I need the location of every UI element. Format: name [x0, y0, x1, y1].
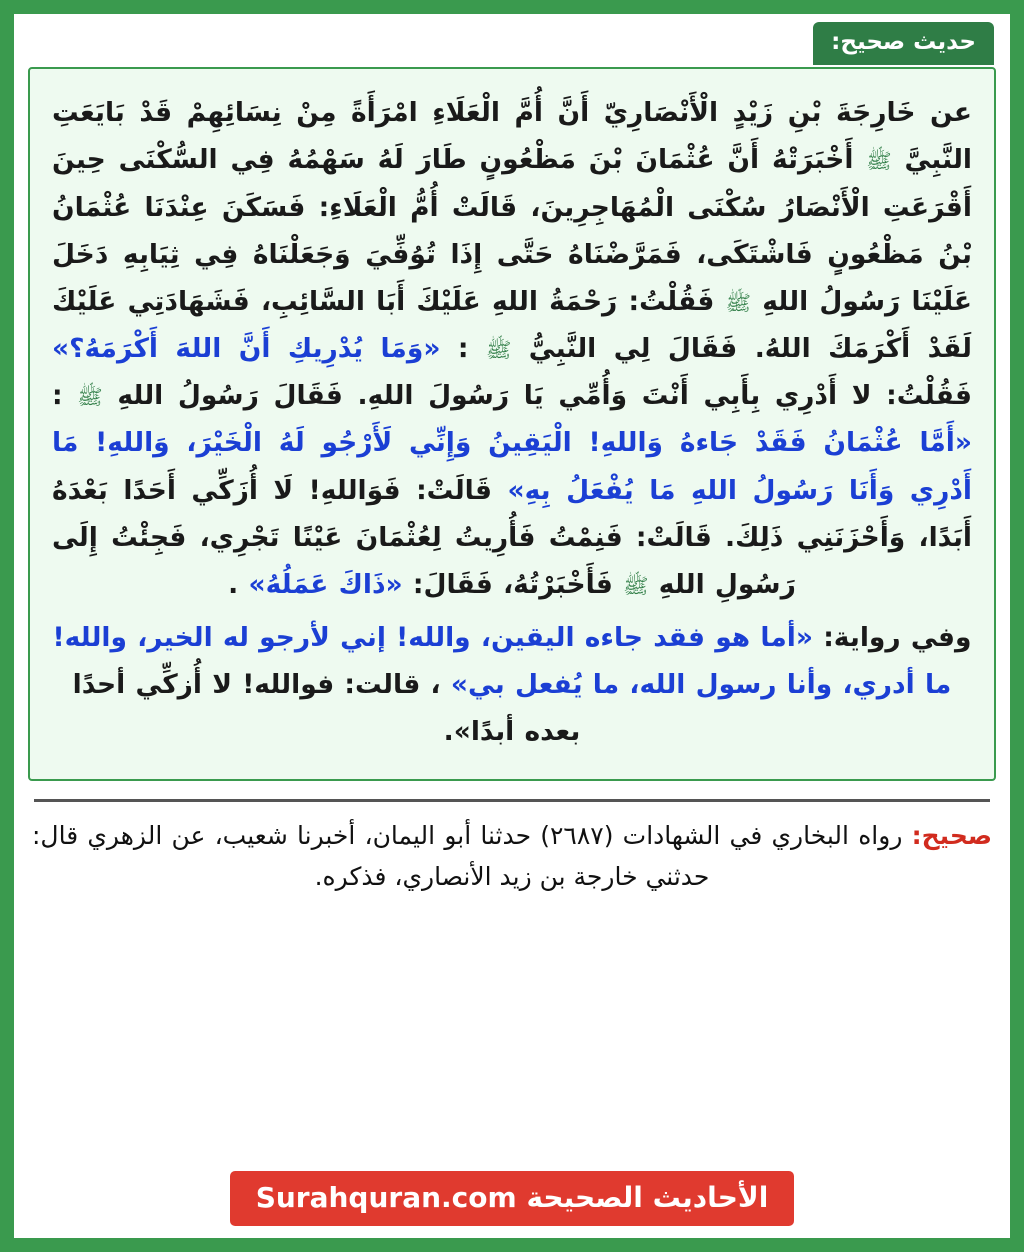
sallallahu-alayhi-wasallam-icon: ﷺ	[866, 149, 892, 174]
hadith-part-1d: فَقُلْتُ: لا أَدْرِي بِأَبِي أَنْتَ وَأُمِّي يَا رَسُولَ اللهِ. فَقَالَ رَسُولُ اللهِ	[117, 380, 972, 412]
sallallahu-alayhi-wasallam-icon: ﷺ	[725, 290, 752, 315]
hadith-second-narration	[52, 614, 972, 755]
footer-row	[28, 1171, 996, 1252]
hadith-part-1g: .	[228, 568, 239, 600]
sallallahu-alayhi-wasallam-icon: ﷺ	[485, 338, 512, 363]
hadith-part-1c: فَقُلْتُ: رَحْمَةُ اللهِ عَلَيْكَ أَبَا السَّائِبِ، فَشَهَادَتِي عَلَيْكَ لَقَدْ أَكْرَمَكَ اللهُ. فَقَالَ لِي النَّبِيُّ	[52, 285, 972, 365]
sallallahu-alayhi-wasallam-icon: ﷺ	[77, 385, 103, 410]
page-inner	[14, 0, 1010, 1252]
takhreej-text: رواه البخاري في الشهادات (٢٦٨٧) حدثنا أبو اليمان، أخبرنا شعيب، عن الزهري قال: حدثني خارجة بن زيد الأنصاري، فذكره.	[32, 821, 903, 891]
sallallahu-alayhi-wasallam-icon: ﷺ	[623, 573, 649, 598]
takhreej-section	[28, 816, 996, 897]
section-divider	[34, 799, 990, 802]
hadith-quote-1: «وَمَا يُدْرِيكِ أَنَّ اللهَ أَكْرَمَهُ؟»	[52, 333, 441, 365]
hadith-colon-2: :	[52, 380, 63, 412]
hadith-part-2a: وفي رواية:	[823, 622, 972, 654]
takhreej-label: صحيح:	[911, 821, 993, 851]
footer-tagline: الأحاديث الصحيحة	[526, 1181, 769, 1214]
hadith-part-1a: عن خَارِجَةَ بْنِ زَيْدٍ الْأَنْصَارِيّ أَنَّ أُمَّ الْعَلَاءِ امْرَأَةً مِنْ نِسَائِهِمْ قَدْ بَايَعَتِ النَّبِيَّ	[52, 97, 972, 176]
hadith-quote-3: «ذَاكَ عَمَلُهُ»	[248, 568, 403, 600]
grade-row	[28, 22, 996, 65]
hadith-part-1b: أَخْبَرَتْهُ أَنَّ عُثْمَانَ بْنَ مَظْعُونٍ طَارَ لَهُ سَهْمُهُ فِي السُّكْنَى حِينَ أَقْرَعَتِ الْأَنْصَارُ سُكْنَى الْمُهَاجِرِينَ، قَالَتْ أُمُّ الْعَلَاءِ: فَسَكَنَ عِنْدَنَا عُثْمَانُ بْنُ مَظْعُونٍ فَاشْتَكَى، فَمَرَّضْنَاهُ حَتَّى إِذَا تُوُفِّيَ وَجَعَلْنَاهُ فِي ثِيَابِهِ دَخَلَ عَلَيْنَا رَسُولُ اللهِ	[52, 144, 972, 317]
footer-site-name[interactable]: Surahquran.com	[255, 1181, 517, 1214]
hadith-quote-4: «أما هو فقد جاءه اليقين، والله! إني لأرجو له الخير، والله! ما أدري، وأنا رسول الله، ما يُفعل بي»	[52, 622, 952, 701]
hadith-text	[52, 89, 972, 755]
hadith-box	[28, 67, 996, 781]
hadith-colon-1: :	[457, 333, 469, 365]
hadith-quote-2: «أَمَّا عُثْمَانُ فَقَدْ جَاءهُ وَاللهِ! الْيَقِينُ وَإِنِّي لَأَرْجُو لَهُ الْخَيْرَ، وَاللهِ! مَا أَدْرِي وَأَنَا رَسُولُ اللهِ مَا يُفْعَلُ بِهِ»	[52, 427, 973, 506]
site-footer-badge[interactable]	[230, 1171, 795, 1226]
hadith-part-2b: ، قالت: فوالله! لا أُزكِّي أحدًا بعده أبدًا».	[72, 669, 581, 748]
grade-badge: حديث صحيح:	[813, 22, 994, 65]
hadith-part-1f: فَأَخْبَرْتُهُ، فَقَالَ:	[412, 568, 613, 600]
hadith-part-1e: قَالَتْ: فَوَاللهِ! لَا أُزَكِّي أَحَدًا بَعْدَهُ أَبَدًا، وَأَحْزَنَنِي ذَلِكَ. قَالَتْ: فَنِمْتُ فَأُرِيتُ لِعُثْمَانَ عَيْنًا تَجْرِي، فَجِئْتُ إِلَى رَسُولِ اللهِ	[52, 474, 972, 600]
